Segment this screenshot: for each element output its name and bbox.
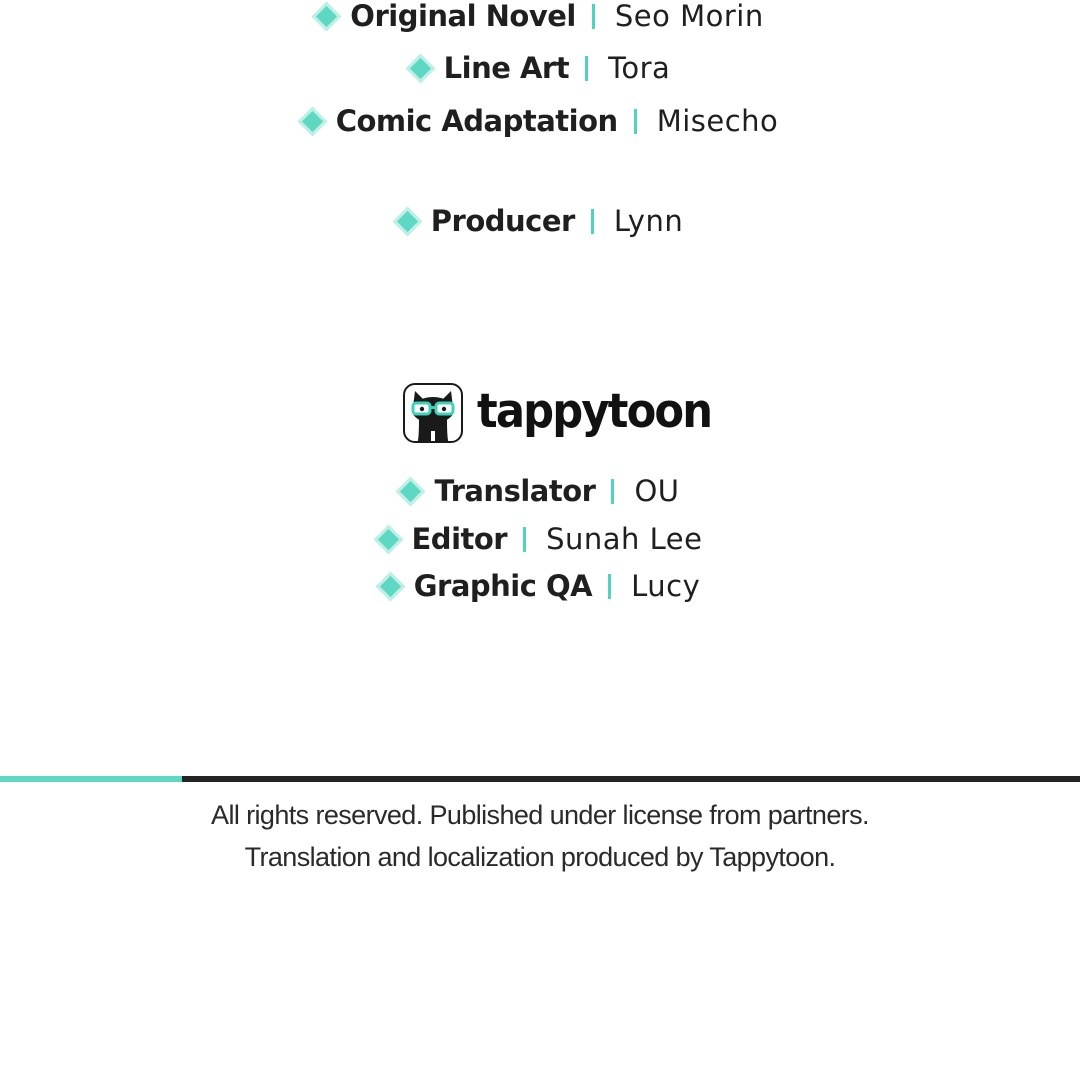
cat-with-glasses-icon — [403, 383, 463, 443]
diamond-bullet-icon — [375, 571, 405, 601]
rights-notice: All rights reserved. Published under license from partners. — [211, 800, 869, 830]
credit-role: Comic Adaptation — [335, 104, 618, 138]
diamond-bullet-icon — [392, 206, 422, 236]
credit-role: Original Novel — [350, 0, 576, 33]
divider-accent — [0, 776, 182, 782]
credit-line-art — [0, 46, 1080, 90]
credit-name: Misecho — [656, 104, 779, 138]
footer-divider — [0, 776, 1080, 782]
credit-name: Lynn — [613, 204, 684, 238]
credit-role: Editor — [411, 522, 508, 556]
credit-translator — [0, 469, 1080, 513]
separator — [591, 209, 594, 234]
credit-name: Lucy — [631, 569, 701, 603]
diamond-bullet-icon — [297, 106, 327, 136]
diamond-bullet-icon — [405, 53, 435, 83]
diamond-bullet-icon — [373, 524, 403, 554]
credit-name: Sunah Lee — [546, 522, 703, 556]
separator — [634, 109, 637, 134]
separator — [523, 527, 526, 552]
credit-graphic-qa — [0, 564, 1080, 608]
credit-role: Producer — [430, 204, 575, 238]
credit-name: OU — [634, 474, 680, 508]
localization-notice: Translation and localization produced by Tappytoon. — [244, 842, 836, 872]
diamond-bullet-icon — [312, 1, 342, 31]
credit-producer — [0, 199, 1080, 243]
tappytoon-logo — [403, 382, 732, 444]
separator — [592, 4, 595, 29]
credit-original-novel — [0, 0, 1080, 38]
credit-role: Graphic QA — [413, 569, 593, 603]
separator — [608, 574, 611, 599]
divider-dark — [182, 776, 1080, 782]
separator — [611, 479, 614, 504]
separator — [585, 56, 588, 81]
credit-role: Line Art — [443, 51, 570, 85]
credit-comic-adaptation — [0, 99, 1080, 143]
logo-wordmark: tappytoon — [477, 383, 712, 439]
diamond-bullet-icon — [396, 476, 426, 506]
credit-role: Translator — [434, 474, 596, 508]
credit-name: Seo Morin — [614, 0, 764, 33]
credit-name: Tora — [608, 51, 671, 85]
credit-editor — [0, 517, 1080, 561]
